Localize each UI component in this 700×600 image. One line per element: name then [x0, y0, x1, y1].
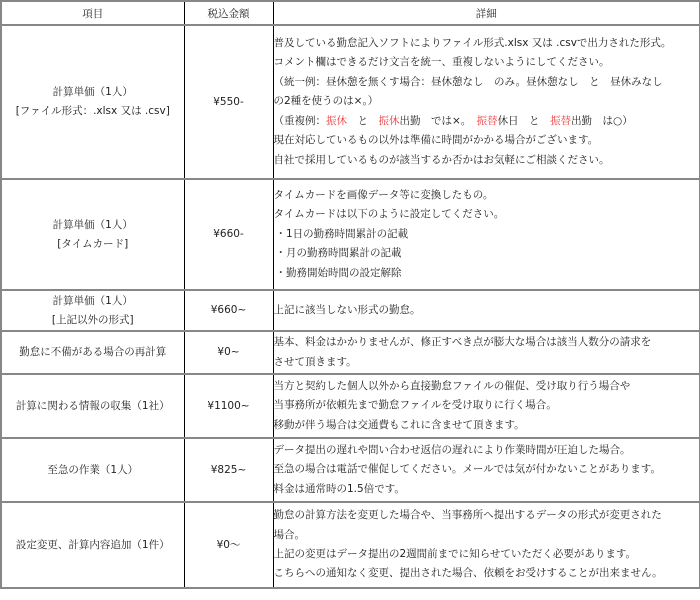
- price-cell: ¥660~: [184, 290, 273, 331]
- detail-cell: [273, 179, 700, 290]
- detail-cell: [273, 25, 700, 179]
- price-cell: ¥0～: [184, 502, 273, 588]
- price-cell: ¥0~: [184, 331, 273, 374]
- detail-line: 上記の変更はデータ提出の2週間前までに知らせていただく必要があります。: [273, 548, 637, 560]
- table-row: [1, 25, 700, 179]
- detail-line: （統一例：昼休憩を無くす場合：昼休憩なし のみ。昼休憩なし と 昼休みなし: [273, 75, 663, 88]
- table-row: [1, 331, 700, 374]
- text: （重複例：: [273, 114, 326, 127]
- detail-cell: [273, 502, 700, 588]
- detail-line: 料金は通常時の1.5倍です。: [273, 482, 405, 495]
- item-name: 計算単価（1人）: [52, 218, 133, 231]
- detail-line: させて頂きます。: [273, 355, 357, 368]
- text: 出勤 では×。: [399, 114, 477, 127]
- item-name: 至急の作業（1人）: [47, 463, 139, 476]
- price-cell: ¥660-: [184, 179, 273, 290]
- detail-line: 当方と契約した個人以外から直接勤怠ファイルの催促、受け取り行う場合や: [273, 379, 631, 392]
- detail-cell: [273, 331, 700, 374]
- table-row: [1, 374, 700, 438]
- bullet-item: ・勤務開始時間の設定解除: [275, 266, 402, 279]
- detail-line: 勤怠の計算方法を変更した場合や、当事務所へ提出するデータの形式が変更された: [273, 509, 662, 522]
- item-format: [ファイル形式：.xlsx 又は .csv]: [15, 105, 170, 117]
- item-name: 計算単価（1人）: [52, 86, 133, 98]
- detail-line: 現在対応しているもの以外は準備に時間がかかる場合がございます。: [273, 134, 599, 147]
- detail-cell: [273, 374, 700, 438]
- table-row: [1, 502, 700, 588]
- detail-line: 場合。: [273, 528, 305, 541]
- item-name: 計算単価（1人）: [52, 294, 133, 307]
- item-cell: [1, 179, 184, 290]
- item-name: 設定変更、計算内容追加（1件）: [15, 538, 170, 551]
- bullet-item: ・月の勤務時間累計の記載: [275, 247, 402, 260]
- detail-line: 至急の場合は電話で催促してください。メールでは気が付かないことがあります。: [273, 463, 661, 476]
- detail-line: 上記に該当しない形式の勤怠。: [273, 303, 421, 316]
- item-cell: [1, 290, 184, 331]
- detail-line: こちらへの通知なく変更、提出された場合、依頼をお受けすることが出来ません。: [273, 567, 663, 580]
- highlight-text: 振休: [326, 114, 347, 127]
- item-name: 計算に関わる情報の収集（1社）: [15, 399, 170, 412]
- detail-line: 自社で採用しているものが該当するか否かはお気軽にご相談ください。: [273, 153, 610, 166]
- header-row: [1, 1, 700, 25]
- item-cell: [1, 25, 184, 179]
- header-price: 税込金額: [184, 1, 273, 25]
- detail-line: データ提出の遅れや問い合わせ返信の遅れにより作業時間が圧迫した場合。: [273, 443, 631, 456]
- text: と: [347, 114, 379, 127]
- item-cell: [1, 331, 184, 374]
- highlight-text: 振替: [476, 114, 498, 127]
- detail-line: 普及している勤怠記入ソフトによりファイル形式.xlsx 又は .csvで出力された形式。: [273, 37, 672, 50]
- header-detail: 詳細: [273, 1, 700, 25]
- bullet-item: ・1日の勤務時間累計の記載: [275, 227, 409, 240]
- detail-line: 基本、料金はかかりませんが、修正すべき点が膨大な場合は該当人数分の請求を: [273, 336, 652, 349]
- table-row: [1, 290, 700, 331]
- item-format: [上記以外の形式]: [51, 313, 134, 326]
- detail-line: 当事務所が依頼先まで勤怠ファイルを受け取りに行く場合。: [273, 399, 557, 412]
- detail-line-duplicate-example: [274, 112, 700, 131]
- item-cell: [1, 502, 184, 588]
- table-row: [1, 179, 700, 290]
- item-format: [タイムカード]: [57, 237, 129, 250]
- table-row: [1, 438, 700, 502]
- detail-line: タイムカードを画像データ等に変換したもの。: [273, 188, 494, 201]
- price-cell: ¥825~: [184, 438, 273, 502]
- item-cell: [1, 374, 184, 438]
- detail-line: 移動が伴う場合は交通費もこれに含ませて頂きます。: [273, 418, 525, 431]
- detail-cell: [273, 290, 700, 331]
- header-item: 項目: [1, 1, 184, 25]
- detail-line: タイムカードは以下のように設定してください。: [273, 208, 505, 221]
- detail-cell: [273, 438, 700, 502]
- price-cell: ¥550-: [184, 25, 273, 179]
- price-cell: ¥1100~: [184, 374, 273, 438]
- highlight-text: 振休: [378, 114, 400, 127]
- text: 休日 と: [497, 114, 551, 127]
- text: 出勤 は○）: [571, 114, 633, 127]
- highlight-text: 振替: [550, 114, 572, 127]
- item-name: 勤怠に不備がある場合の再計算: [19, 346, 167, 358]
- item-cell: [1, 438, 184, 502]
- detail-line: コメント欄はできるだけ文言を統一、重複しないようにしてください。: [273, 56, 610, 69]
- detail-line: の2種を使うのは×。）: [273, 95, 379, 108]
